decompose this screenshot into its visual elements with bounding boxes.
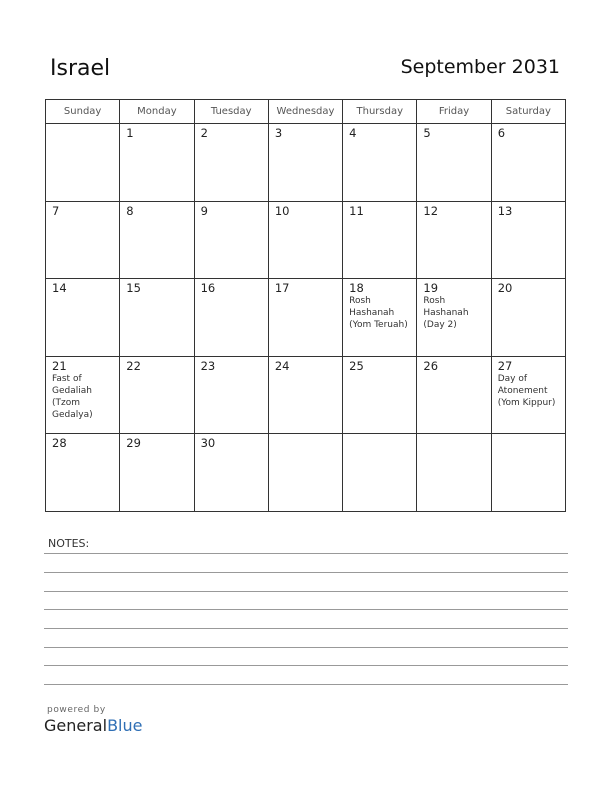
generalblue-logo xyxy=(44,716,142,735)
day-number: 10 xyxy=(274,203,290,218)
calendar-day-cell xyxy=(120,356,194,434)
day-number: 11 xyxy=(349,203,364,218)
day-number: 29 xyxy=(126,436,141,451)
calendar-week-row xyxy=(46,201,566,279)
day-number: 22 xyxy=(126,358,141,373)
note-line xyxy=(44,572,568,573)
calendar-day-cell xyxy=(268,434,342,512)
calendar-day-cell xyxy=(194,279,268,357)
calendar-day-cell xyxy=(120,434,194,512)
calendar-week-row xyxy=(46,279,566,357)
weekday-header: Saturday xyxy=(491,100,565,124)
calendar-day-cell xyxy=(343,279,417,357)
day-number: 17 xyxy=(274,281,290,296)
calendar-day-cell xyxy=(417,356,491,434)
calendar-day-cell xyxy=(194,124,268,202)
notes-label: NOTES: xyxy=(48,537,90,550)
day-number: 19 xyxy=(423,281,439,296)
holiday-label: Rosh Hashanah (Yom Teruah) xyxy=(349,296,408,331)
calendar-day-cell xyxy=(343,356,417,434)
calendar-day-cell xyxy=(120,124,194,202)
calendar-day-cell xyxy=(46,201,120,279)
weekday-header: Wednesday xyxy=(268,100,342,124)
weekday-header: Friday xyxy=(417,100,491,124)
day-number: 12 xyxy=(423,203,439,218)
calendar-day-cell xyxy=(343,124,417,202)
calendar-day-cell xyxy=(120,279,194,357)
powered-by-text: powered by xyxy=(47,705,106,715)
month-year-title: September 2031 xyxy=(400,56,560,78)
calendar-grid xyxy=(45,99,566,512)
calendar-day-cell xyxy=(268,356,342,434)
calendar-day-cell xyxy=(46,356,120,434)
calendar-day-cell xyxy=(491,124,565,202)
calendar-day-cell xyxy=(491,356,565,434)
calendar-week-row xyxy=(46,356,566,434)
day-number: 27 xyxy=(497,358,513,373)
holiday-label: Rosh Hashanah (Day 2) xyxy=(423,296,469,331)
calendar-day-cell xyxy=(343,201,417,279)
calendar-day-cell xyxy=(491,279,565,357)
calendar-day-cell xyxy=(268,124,342,202)
calendar-day-cell xyxy=(491,434,565,512)
day-number: 8 xyxy=(126,203,134,218)
country-title: Israel xyxy=(50,56,111,81)
day-number: 26 xyxy=(423,358,439,373)
note-line xyxy=(44,591,568,592)
calendar-day-cell xyxy=(417,124,491,202)
day-number: 20 xyxy=(497,281,513,296)
calendar-day-cell xyxy=(268,201,342,279)
calendar-day-cell xyxy=(194,434,268,512)
day-number: 24 xyxy=(274,358,290,373)
calendar-day-cell xyxy=(194,201,268,279)
day-number: 15 xyxy=(126,281,141,296)
day-number: 13 xyxy=(497,203,513,218)
note-line xyxy=(44,553,568,554)
day-number: 21 xyxy=(52,358,67,373)
day-number: 6 xyxy=(497,126,506,140)
calendar-day-cell xyxy=(417,201,491,279)
calendar-day-cell xyxy=(46,279,120,357)
note-line xyxy=(44,647,568,648)
day-number: 7 xyxy=(52,203,60,218)
weekday-header: Sunday xyxy=(46,100,120,124)
note-line xyxy=(44,665,568,666)
calendar-day-cell xyxy=(120,201,194,279)
day-number: 2 xyxy=(200,126,208,140)
day-number: 5 xyxy=(423,126,431,140)
note-line xyxy=(44,628,568,629)
day-number: 23 xyxy=(200,358,216,373)
day-number: 14 xyxy=(52,281,67,296)
day-number: 9 xyxy=(200,203,208,218)
day-number: 1 xyxy=(126,126,134,140)
day-number: 18 xyxy=(349,281,364,296)
calendar-day-cell xyxy=(491,201,565,279)
calendar-week-row xyxy=(46,124,566,202)
weekday-header-row xyxy=(46,100,566,124)
day-number: 16 xyxy=(200,281,216,296)
day-number: 4 xyxy=(349,126,357,140)
holiday-label: Day of Atonement (Yom Kippur) xyxy=(497,373,556,408)
day-number: 28 xyxy=(52,436,67,451)
day-number: 3 xyxy=(274,126,283,140)
weekday-header: Thursday xyxy=(343,100,417,124)
day-number: 25 xyxy=(349,358,364,373)
weekday-header: Tuesday xyxy=(194,100,268,124)
calendar-day-cell xyxy=(194,356,268,434)
note-line xyxy=(44,684,568,685)
calendar-day-cell xyxy=(46,124,120,202)
day-number: 30 xyxy=(200,436,216,451)
holiday-label: Fast of Gedaliah (Tzom Gedalya) xyxy=(52,373,93,420)
calendar-day-cell xyxy=(268,279,342,357)
brand-blue: Blue xyxy=(107,716,143,735)
calendar-day-cell xyxy=(46,434,120,512)
calendar-day-cell xyxy=(417,434,491,512)
weekday-header: Monday xyxy=(120,100,194,124)
calendar-week-row xyxy=(46,434,566,512)
calendar-day-cell xyxy=(417,279,491,357)
brand-general: General xyxy=(44,716,108,735)
note-line xyxy=(44,609,568,610)
calendar-day-cell xyxy=(343,434,417,512)
